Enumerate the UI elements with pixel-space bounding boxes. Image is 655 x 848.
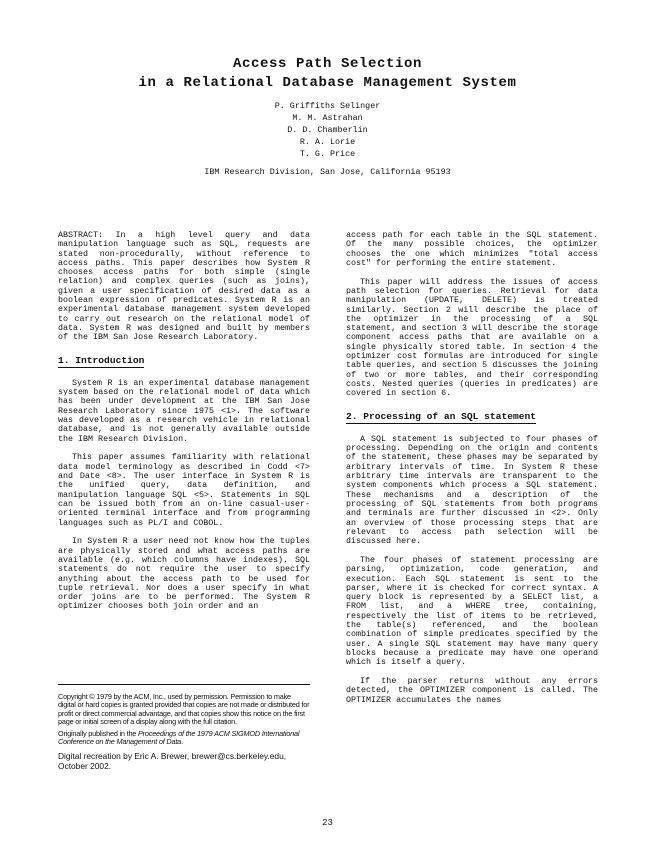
processing-paragraph-3: If the parser returns without any errors detected, the OPTIMIZER component is called. The OPTIMIZER accumulates the names xyxy=(346,675,598,705)
section-heading-processing: 2. Processing of an SQL statement xyxy=(346,412,536,424)
title-line-2: in a Relational Database Management System xyxy=(138,75,517,91)
page-number: 23 xyxy=(322,818,333,828)
continued-paragraph: access path for each table in the SQL statement. Of the many possible choices, the optimizer chooses the one which minimizes "total access cost" for performing the entire statement. xyxy=(346,230,598,268)
publication-venue: Proceedings of the 1979 ACM SIGMOD International Conference on the Management of Data xyxy=(58,729,300,747)
affiliation: IBM Research Division, San Jose, California 95193 xyxy=(204,167,451,177)
author: T. G. Price xyxy=(299,149,356,159)
author: R. A. Lorie xyxy=(299,137,356,147)
intro-paragraph-3: In System R a user need not know how the tuples are physically stored and what access paths are available (e.g. which columns have indexes). SQL statements do not require the user to specify anything about the access path to be used for tuple retrieval. Nor does a user specify in what order joins are to be performed. The System R optimizer chooses both join order and an xyxy=(58,536,310,612)
publication-note xyxy=(58,730,310,747)
processing-paragraph-1: A SQL statement is subjected to four phases of processing. Depending on the origin and contents of the statement, these phases may be separated by arbitrary intervals of time. In System R these arbitrary time intervals are transparent to the system components which process a SQL statement. These mechanisms and a description of the processing of SQL statements from both programs and terminals are further discussed in <2>. Only an overview of those processing steps that are relevant to access path selection will be discussed here. xyxy=(346,433,598,547)
right-column xyxy=(346,231,598,714)
author-list xyxy=(0,100,655,160)
abstract xyxy=(58,231,310,343)
author: M. M. Astrahan xyxy=(292,113,363,123)
abstract-label: ABSTRACT xyxy=(58,230,99,240)
recreation-note: Digital recreation by Eric A. Brewer, brewer@cs.berkeley.edu, October 2002. xyxy=(58,750,287,771)
author: P. Griffiths Selinger xyxy=(274,101,381,111)
processing-paragraph-2: The four phases of statement processing are parsing, optimization, code generation, and execution. Each SQL statement is sent to the parser, where it is checked for correct syntax. A query block is represented by a SELECT list, a FROM list, and a WHERE tree, containing, respectively the list of items to be retrieved, the table(s) referenced, and the boolean combination of simple predicates specified by the user. A single SQL statement may have many query blocks because a predicate may have one operand which is itself a query. xyxy=(346,554,598,668)
publication-prefix: Originally published in the xyxy=(58,729,138,739)
intro-paragraph-1: System R is an experimental database management system based on the relational model of data which has been under development at the IBM San Jose Research Laboratory since 1975 <1>. The software was developed as a research vehicle in relational database, and is not generally available outside the IBM Research Division. xyxy=(58,377,310,444)
section-heading-introduction: 1. Introduction xyxy=(58,356,144,368)
title-line-1: Access Path Selection xyxy=(232,56,423,72)
paper-title xyxy=(0,55,655,93)
abstract-text: : In a high level query and data manipulation language such as SQL, requests are stated non-procedurally, without reference to access paths. This paper describes how System R chooses access paths for both simple (single relation) and complex queries (such as joins), given a user specification of desired data as a boolean expression of predicates. System R is an experimental database management system developed to carry out research on the relational model of data. System R was designed and built by members of the IBM San Jose Research Laboratory. xyxy=(58,230,310,343)
copyright-footnote xyxy=(58,684,310,775)
intro-paragraph-2: This paper assumes familiarity with relational data model terminology as described in Codd <7> and Date <8>. The user interface in System R is the unified query, data definition, and manipulation language SQL <5>. Statements in SQL can be issued both from an on-line casual-user-oriented terminal interface and from programming languages such as PL/I and COBOL. xyxy=(58,452,310,528)
copyright-notice: Copyright © 1979 by the ACM, Inc., used by permission. Permission to make digital or hard copies is granted provided that copies are not made or distributed for profit or direct commercial advantage, and that copies show this notice on the first page or initial screen of a display along with the full citation. xyxy=(58,692,310,726)
publication-suffix: . xyxy=(181,737,183,747)
left-column xyxy=(58,231,310,621)
overview-paragraph: This paper will address the issues of access path selection for queries. Retrieval for data manipulation (UPDATE, DELETE) is treated similarly. Section 2 will describe the place of the optimizer in the processing of a SQL statement, and section 3 will describe the storage component access paths that are available on a single physically stored table. In section 4 the optimizer cost formulas are introduced for single table queries, and section 5 discusses the joining of two or more tables, and their corresponding costs. Nested queries (queries in predicates) are covered in section 6. xyxy=(346,276,598,399)
author: D. D. Chamberlin xyxy=(287,125,368,135)
